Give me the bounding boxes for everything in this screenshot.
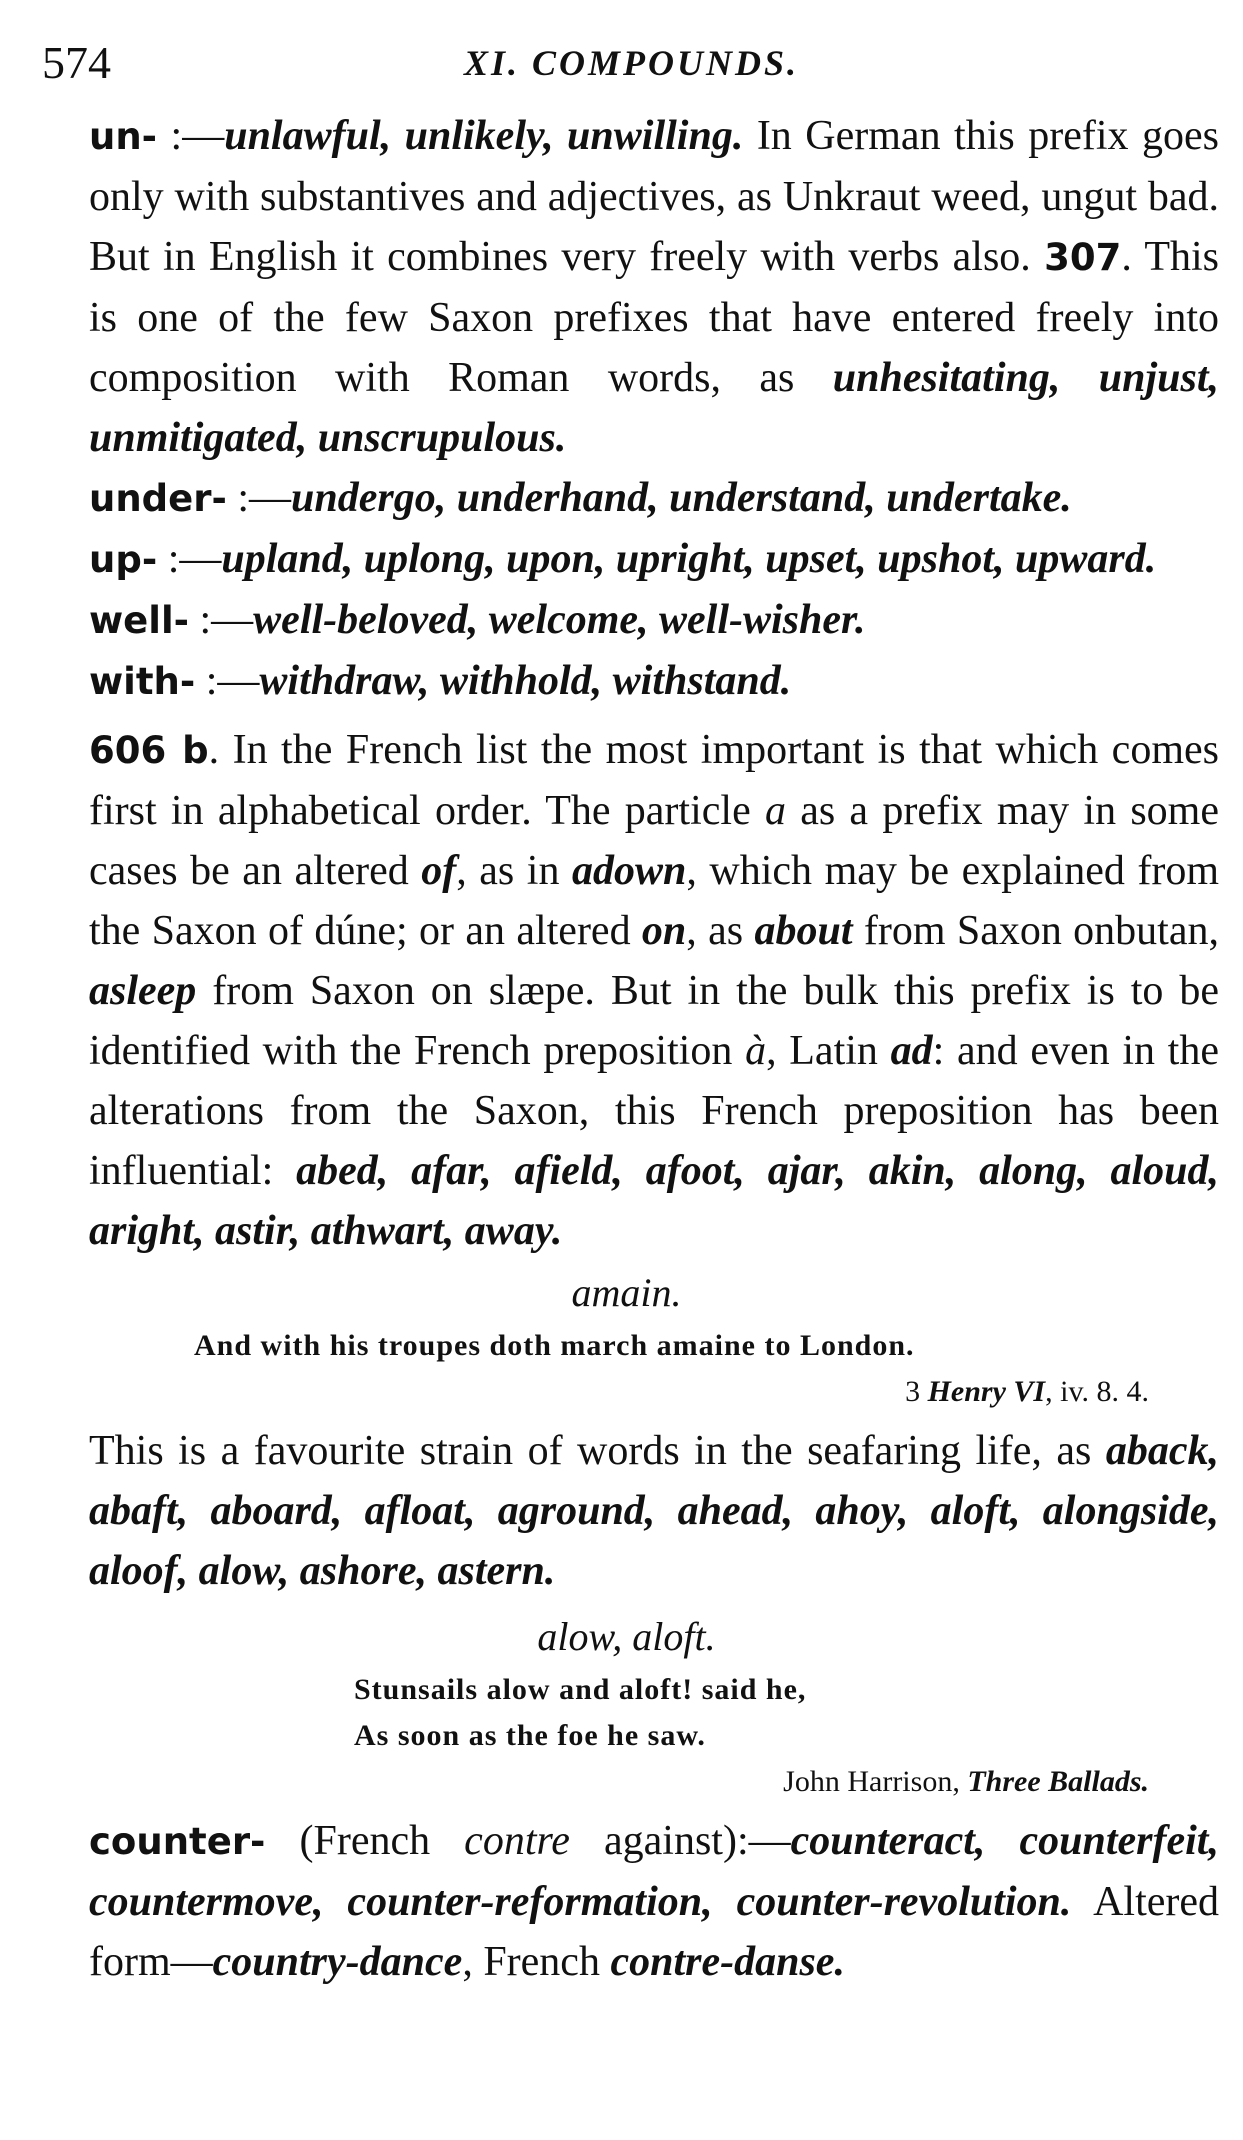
body-text: , French bbox=[462, 1939, 611, 1985]
italic-term: ad bbox=[890, 1028, 933, 1074]
entry-head: un- bbox=[89, 115, 158, 158]
section-number: 606 b bbox=[89, 729, 209, 772]
entry-head: under- bbox=[89, 477, 227, 520]
body-text: Altered form— bbox=[89, 1879, 1220, 1985]
quote-line: Stunsails alow and aloft! said he, bbox=[354, 1673, 807, 1706]
entry-separator: :— bbox=[195, 658, 260, 704]
entry-separator: :— bbox=[157, 113, 225, 159]
body-text: as a prefix may in some cases be an altered bbox=[89, 788, 1219, 894]
body-text: from Saxon onbutan, bbox=[852, 908, 1219, 954]
body-text: This is a favourite strain of words in the seafaring life, as bbox=[89, 1428, 1106, 1474]
german-word: ungut bbox=[1041, 174, 1137, 220]
citation-title: Henry VI bbox=[927, 1375, 1046, 1408]
entry-examples: unlawful, unlikely, unwilling. bbox=[224, 113, 744, 159]
body-text: : and even in the alterations from the Saxon, this French preposition has been influential: bbox=[89, 1028, 1219, 1194]
quote-title: alow, aloft. bbox=[537, 1614, 716, 1659]
entry-examples: unhesitating, unjust, unmitigated, unscrupulous. bbox=[89, 355, 1219, 461]
body-text: , Latin bbox=[766, 1028, 891, 1074]
entry-head: with- bbox=[89, 660, 196, 703]
citation-title: Three Ballads. bbox=[967, 1765, 1149, 1798]
italic-term: contre bbox=[464, 1818, 570, 1864]
body-text: from Saxon on slæpe. But in the bulk this prefix is to be identified with the French preposition bbox=[89, 968, 1219, 1074]
body-text: (French bbox=[265, 1818, 465, 1864]
body-text: , which may be explained from the Saxon of dúne; or an altered bbox=[89, 848, 1220, 954]
example-list: counteract, counterfeit, countermove, counter-reformation, counter-revolution. bbox=[89, 1818, 1219, 1925]
section-606b bbox=[34, 720, 1219, 1261]
example-list: aback, abaft, aboard, afloat, aground, ahead, ahoy, aloft, alongside, aloof, alow, ashore, astern. bbox=[89, 1428, 1219, 1594]
entry-head: well- bbox=[89, 599, 189, 642]
body-text: , as in bbox=[456, 848, 572, 894]
page-number: 574 bbox=[42, 37, 111, 88]
italic-term: contre-danse. bbox=[610, 1939, 845, 1985]
italic-term: of bbox=[421, 848, 457, 894]
entry-text: . This is one of the few Saxon prefixes that have entered freely into composition with Roman words, as bbox=[89, 234, 1219, 401]
entry-under bbox=[34, 468, 1219, 529]
entry-text: bad. But in English it combines very freely with verbs also. bbox=[89, 174, 1219, 280]
italic-term: asleep bbox=[89, 968, 197, 1014]
italic-term: a bbox=[764, 788, 786, 834]
entry-separator: :— bbox=[226, 475, 292, 521]
entry-head: counter- bbox=[89, 1820, 266, 1863]
quote-title: amain. bbox=[571, 1270, 682, 1315]
entry-up bbox=[34, 529, 1219, 590]
entry-text: weed, bbox=[920, 174, 1042, 220]
example-list: abed, afar, afield, afoot, ajar, akin, along, aloud, aright, astir, athwart, away. bbox=[89, 1148, 1219, 1254]
seafaring-paragraph bbox=[34, 1421, 1219, 1601]
entry-text: In German this prefix goes only with substantives and adjectives, as bbox=[89, 113, 1219, 220]
entry-examples: undergo, underhand, understand, undertake. bbox=[291, 475, 1072, 521]
quote-citation bbox=[34, 1759, 1219, 1805]
entry-with bbox=[34, 651, 1219, 712]
page-header bbox=[34, 28, 1219, 100]
section-reference: 307 bbox=[1044, 236, 1122, 279]
entry-examples: upland, uplong, upon, upright, upset, upshot, upward. bbox=[221, 536, 1157, 582]
italic-term: about bbox=[754, 908, 853, 954]
body-text: , as bbox=[686, 908, 755, 954]
quote-line: As soon as the foe he saw. bbox=[354, 1719, 706, 1752]
running-head: XI. COMPOUNDS. bbox=[464, 43, 800, 83]
italic-term: on bbox=[641, 908, 687, 954]
citation-number: 3 bbox=[905, 1375, 928, 1408]
citation-location: , iv. 8. 4. bbox=[1045, 1375, 1149, 1408]
entry-well bbox=[34, 590, 1219, 651]
body-text: . In the French list the most important is that which comes first in alphabetical order. The particle bbox=[89, 727, 1219, 834]
entry-counter bbox=[34, 1811, 1219, 1992]
italic-term: country-dance bbox=[212, 1939, 463, 1985]
entry-separator: :— bbox=[189, 597, 254, 643]
book-page bbox=[34, 28, 1219, 1992]
entry-examples: withdraw, withhold, withstand. bbox=[259, 658, 792, 704]
body-text: against):— bbox=[569, 1818, 791, 1864]
german-word: Unkraut bbox=[782, 174, 921, 220]
citation-author: John Harrison, bbox=[783, 1765, 968, 1798]
entry-separator: :— bbox=[157, 536, 222, 582]
quote-citation bbox=[34, 1369, 1219, 1415]
entry-examples: well-beloved, welcome, well-wisher. bbox=[253, 597, 866, 643]
italic-term: adown bbox=[572, 848, 687, 894]
entry-un bbox=[34, 106, 1219, 468]
entry-head: up- bbox=[89, 538, 158, 581]
quote-line: And with his troupes doth march amaine to London. bbox=[194, 1329, 915, 1362]
italic-term: à bbox=[745, 1028, 767, 1074]
